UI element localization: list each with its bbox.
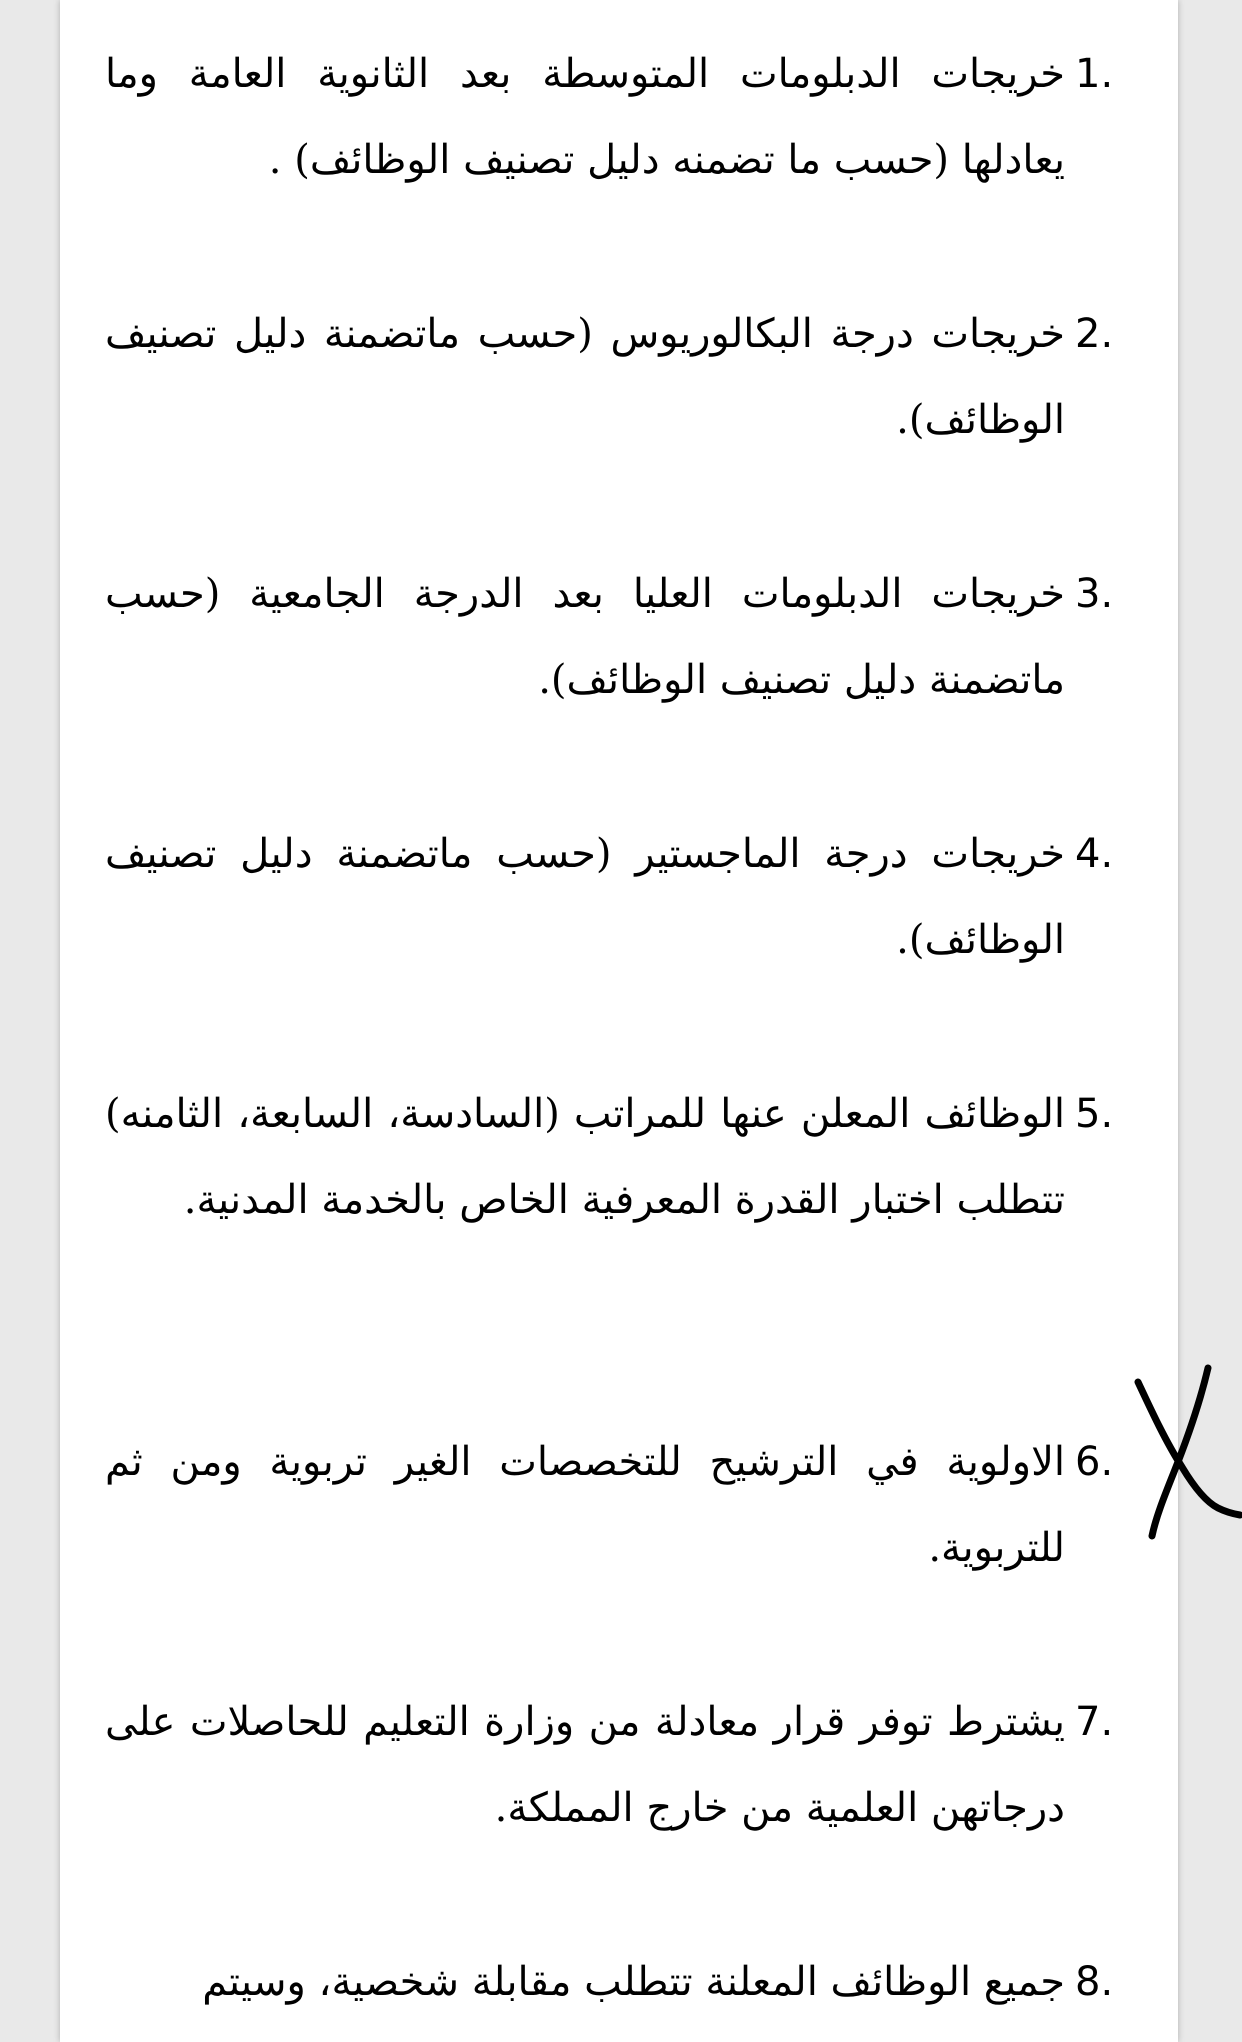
item-text: خريجات درجة الماجستير (حسب ماتضمنة دليل تصنيف الوظائف). <box>105 831 1065 963</box>
list-item <box>105 1419 1125 1591</box>
item-text: خريجات الدبلومات العليا بعد الدرجة الجامعية (حسب ماتضمنة دليل تصنيف الوظائف). <box>105 571 1065 703</box>
list-item <box>105 551 1125 723</box>
item-number: 4. <box>1075 831 1114 877</box>
item-text: جميع الوظائف المعلنة تتطلب مقابلة شخصية، وسيتم <box>202 1959 1065 2005</box>
list-item <box>105 1071 1125 1243</box>
item-number: 8. <box>1075 1959 1114 2005</box>
item-text: الوظائف المعلن عنها للمراتب (السادسة، السابعة، الثامنه) تتطلب اختبار القدرة المعرفية الخاص بالخدمة المدنية. <box>105 1091 1065 1223</box>
handwritten-x-mark-icon <box>1122 1362 1242 1552</box>
list-item <box>105 1939 1125 2025</box>
list-item <box>105 291 1125 463</box>
item-number: 5. <box>1075 1091 1114 1137</box>
item-text: يشترط توفر قرار معادلة من وزارة التعليم للحاصلات على درجاتهن العلمية من خارج المملكة. <box>105 1699 1065 1831</box>
item-number: 2. <box>1075 311 1114 357</box>
list-item <box>105 811 1125 983</box>
list-item <box>105 31 1125 203</box>
item-number: 6. <box>1075 1439 1114 1485</box>
list-item <box>105 1679 1125 1851</box>
item-number: 3. <box>1075 571 1114 617</box>
item-number: 7. <box>1075 1699 1114 1745</box>
item-text: الاولوية في الترشيح للتخصصات الغير تربوية ومن ثم للتربوية. <box>105 1439 1065 1571</box>
document-page <box>60 0 1178 2042</box>
item-text: خريجات درجة البكالوريوس (حسب ماتضمنة دليل تصنيف الوظائف). <box>105 311 1065 443</box>
item-number: 1. <box>1075 51 1114 97</box>
item-text: خريجات الدبلومات المتوسطة بعد الثانوية العامة وما يعادلها (حسب ما تضمنه دليل تصنيف الوظائف) . <box>105 51 1065 183</box>
